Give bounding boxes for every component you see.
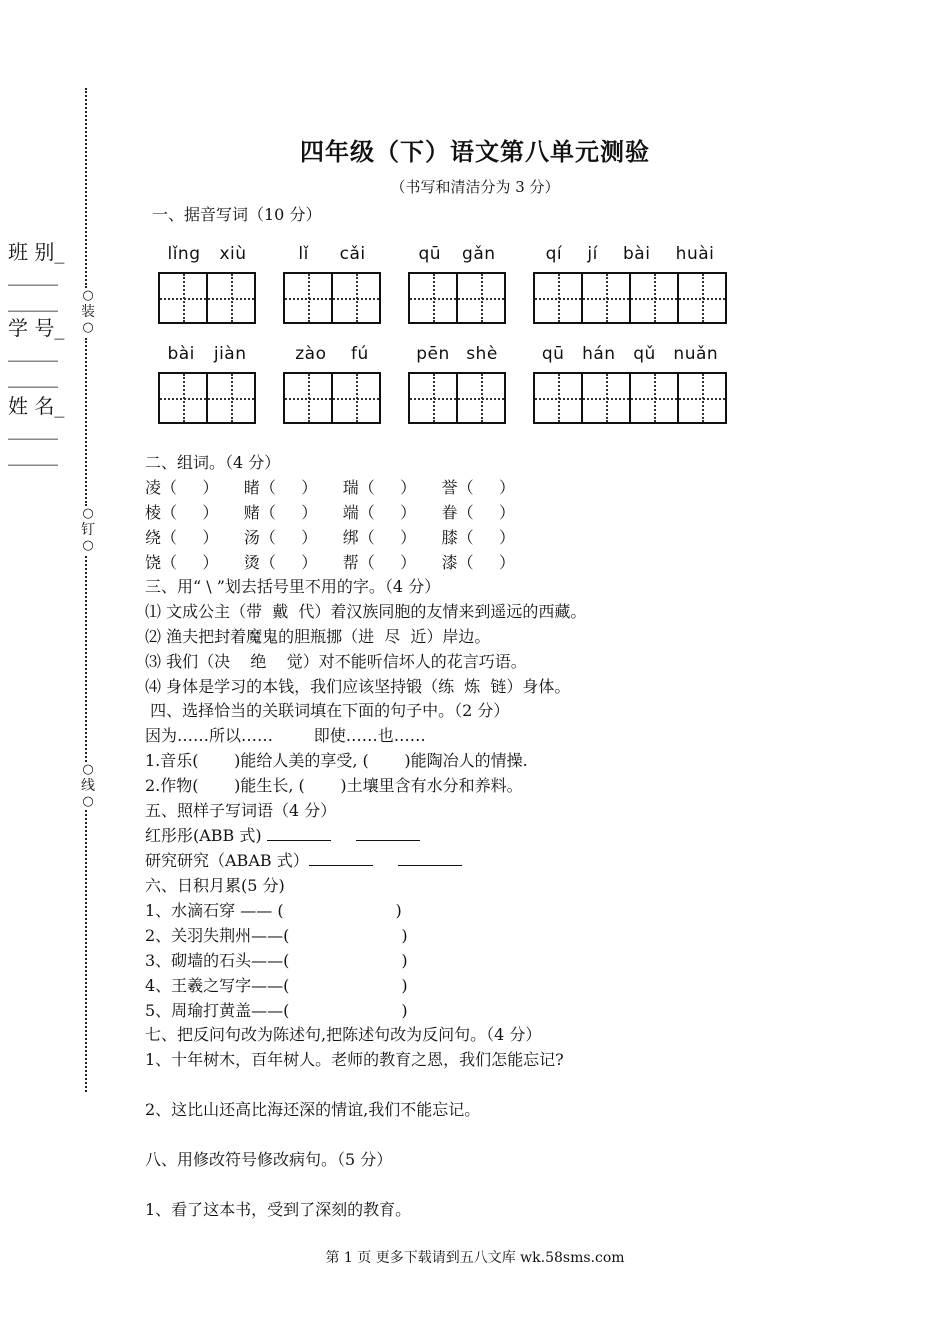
pinyin: lǐng (167, 244, 201, 264)
item-text: 红彤彤(ABB 式) (145, 826, 267, 845)
question-item: 1、水滴石穿 —— ( ) (145, 901, 402, 920)
circle-mark: ○ (82, 538, 94, 553)
pinyin: bài (167, 344, 195, 364)
question-item: 3、砌墙的石头——( ) (145, 951, 408, 970)
word-row: 绕（ ） 汤（ ） 绑（ ） 膝（ ） (145, 528, 516, 547)
writing-box[interactable] (631, 274, 679, 322)
pinyin: xiù (219, 244, 247, 264)
pinyin: lǐ (298, 244, 309, 264)
pinyin: qū (418, 244, 442, 264)
question-item: 2.作物( )能生长, ( )土壤里含有水分和养料。 (145, 776, 523, 795)
circle-mark: ○ (82, 288, 94, 303)
writing-box[interactable] (535, 274, 583, 322)
writing-box[interactable] (535, 374, 583, 422)
writing-box[interactable] (583, 374, 631, 422)
question-item: ⑴ 文成公主（带 戴 代）着汉族同胞的友情来到遥远的西藏。 (145, 602, 587, 621)
writing-box[interactable] (583, 274, 631, 322)
section-5-heading: 五、照样子写词语（4 分） (145, 801, 337, 820)
pinyin-group (283, 338, 381, 424)
pinyin: zào (295, 344, 327, 364)
pinyin-group (533, 338, 727, 424)
pinyin-group (158, 338, 256, 424)
section-7-heading: 七、把反问句改为陈述句,把陈述句改为反问句。（4 分） (145, 1025, 542, 1044)
word-row: 凌（ ） 睹（ ） 瑞（ ） 誉（ ） (145, 478, 516, 497)
word-row: 饶（ ） 烫（ ） 帮（ ） 漆（ ） (145, 553, 516, 572)
question-item: ⑵ 渔夫把封着魔鬼的胆瓶挪（进 尽 近）岸边。 (145, 627, 491, 646)
writing-box[interactable] (333, 274, 379, 322)
binding-dotted-line (85, 810, 87, 1092)
pinyin: fú (350, 344, 369, 364)
writing-box[interactable] (410, 374, 458, 422)
writing-box[interactable] (160, 274, 208, 322)
binding-label-xian (80, 762, 96, 810)
number-blank-line: _____ (8, 364, 58, 388)
binding-char: 钉 (81, 522, 95, 538)
section-6-heading: 六、日积月累(5 分) (145, 876, 285, 895)
section-3-heading: 三、用“ \ ”划去括号里不用的字。（4 分） (145, 577, 441, 596)
circle-mark: ○ (82, 762, 94, 777)
class-field: 班 别_ (8, 240, 65, 264)
name-blank-line: _____ (8, 416, 58, 440)
class-blank-line: _____ (8, 288, 58, 312)
writing-box[interactable] (458, 274, 504, 322)
pinyin-group (533, 238, 727, 324)
pinyin-group (283, 238, 381, 324)
section-8-heading: 八、用修改符号修改病句。（5 分） (145, 1150, 393, 1169)
binding-label-ding (80, 506, 96, 554)
name-field: 姓 名_ (8, 394, 65, 418)
binding-char: 装 (81, 304, 95, 320)
name-blank-line: _____ (8, 442, 58, 466)
question-item: ⑶ 我们（决 绝 觉）对不能听信坏人的花言巧语。 (145, 652, 527, 671)
answer-blank[interactable] (309, 851, 373, 866)
page-title: 四年级（下）语文第八单元测验 (300, 137, 650, 166)
pinyin: jiàn (213, 344, 247, 364)
pinyin-group (408, 338, 506, 424)
section-2-heading: 二、组词。（4 分） (145, 453, 281, 472)
writing-box[interactable] (333, 374, 379, 422)
pinyin: hán (582, 344, 616, 364)
page-subtitle: （书写和清洁分为 3 分） (390, 178, 560, 196)
pinyin-group (408, 238, 506, 324)
writing-box[interactable] (285, 374, 333, 422)
answer-blank[interactable] (267, 826, 331, 841)
conjunction-options: 因为……所以…… 即使……也…… (145, 726, 426, 745)
writing-box[interactable] (160, 374, 208, 422)
pinyin: huài (675, 244, 715, 264)
writing-box[interactable] (458, 374, 504, 422)
question-item: 2、关羽失荆州——( ) (145, 926, 408, 945)
writing-box[interactable] (208, 374, 254, 422)
question-item: 5、周瑜打黄盖——( ) (145, 1001, 408, 1020)
answer-blank[interactable] (398, 851, 462, 866)
page-footer: 第 1 页 更多下载请到五八文库 wk.58sms.com (325, 1250, 625, 1266)
question-item (145, 848, 462, 871)
circle-mark: ○ (82, 320, 94, 335)
word-row: 棱（ ） 赌（ ） 端（ ） 眷（ ） (145, 503, 516, 522)
pinyin: nuǎn (673, 344, 719, 364)
pinyin: shè (466, 344, 498, 364)
binding-dotted-line (85, 338, 87, 506)
writing-box[interactable] (208, 274, 254, 322)
writing-box[interactable] (631, 374, 679, 422)
question-item: 1、十年树木，百年树人。老师的教育之恩，我们怎能忘记? (145, 1050, 564, 1069)
question-item: 2、这比山还高比海还深的情谊,我们不能忘记。 (145, 1100, 481, 1119)
item-text: 研究研究（ABAB 式） (145, 851, 309, 870)
question-item: 1.音乐( )能给人美的享受, ( )能陶冶人的情操. (145, 751, 528, 770)
pinyin-group (158, 238, 256, 324)
pinyin: jí (587, 244, 598, 264)
pinyin: bài (623, 244, 651, 264)
writing-box[interactable] (679, 274, 725, 322)
circle-mark: ○ (82, 794, 94, 809)
writing-box[interactable] (679, 374, 725, 422)
pinyin: pēn (416, 344, 450, 364)
writing-box[interactable] (410, 274, 458, 322)
binding-label-zhuang (80, 288, 96, 336)
pinyin: gǎn (462, 244, 496, 264)
pinyin: cǎi (339, 244, 366, 264)
question-item: ⑷ 身体是学习的本钱，我们应该坚持锻（练 炼 链）身体。 (145, 677, 571, 696)
pinyin: qū (541, 344, 565, 364)
section-1-heading: 一、据音写词（10 分） (152, 205, 322, 224)
student-number-field: 学 号_ (8, 316, 65, 340)
pinyin: qǔ (633, 344, 656, 364)
number-blank-line: _____ (8, 338, 58, 362)
pinyin: qí (545, 244, 563, 264)
class-blank-line: _____ (8, 262, 58, 286)
question-item: 1、看了这本书，受到了深刻的教育。 (145, 1200, 412, 1219)
binding-dotted-line (85, 556, 87, 762)
question-item: 4、王羲之写字——( ) (145, 976, 408, 995)
binding-char: 线 (81, 778, 95, 794)
writing-box[interactable] (285, 274, 333, 322)
circle-mark: ○ (82, 506, 94, 521)
answer-blank[interactable] (356, 826, 420, 841)
question-item (145, 823, 420, 846)
section-4-heading: 四、选择恰当的关联词填在下面的句子中。（2 分） (145, 701, 510, 720)
